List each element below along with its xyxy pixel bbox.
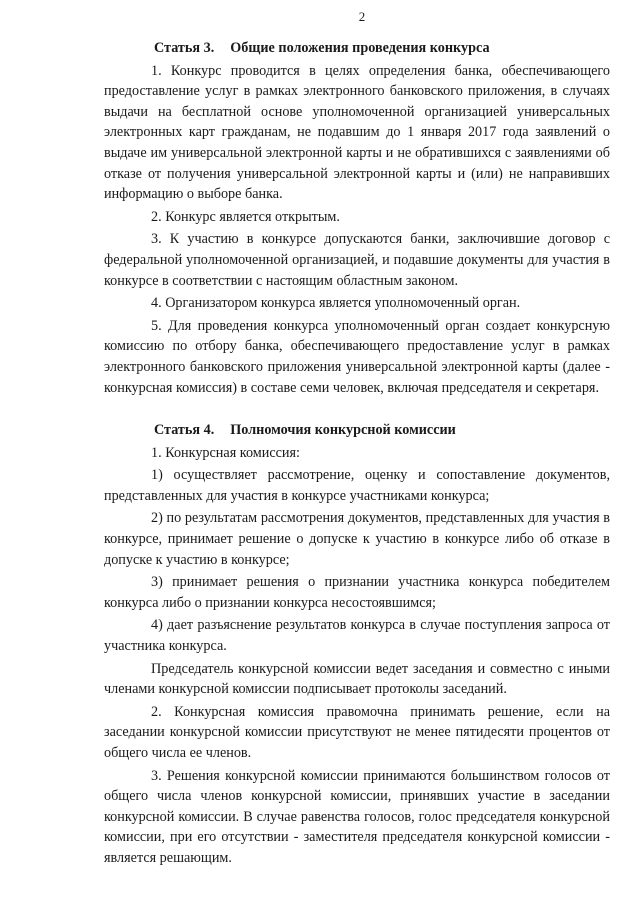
article-3-paragraph-2: 2. Конкурс является открытым. bbox=[151, 208, 340, 225]
article-4-paragraph-5: 4) дает разъяснение результатов конкурса в случае поступления запроса от участника конкурса. bbox=[104, 617, 610, 655]
document-page bbox=[104, 8, 610, 871]
article-3-paragraph-3: 3. К участию в конкурсе допускаются банки, заключившие договор с федеральной уполномоченной организацией, и подавшие документы для участия в конкурсе в соответствии с настоящим областным законом. bbox=[104, 231, 610, 289]
article-4-paragraph-1: 1. Конкурсная комиссия: bbox=[151, 444, 300, 461]
page-number: 2 bbox=[358, 9, 366, 24]
section-gap bbox=[104, 400, 610, 420]
article-3-number: Статья 3. bbox=[154, 40, 215, 56]
article-4-paragraph-7: 2. Конкурсная комиссия правомочна принимать решение, если на заседании конкурсной комиссии присутствуют не менее пятидесяти процентов от общего числа ее членов. bbox=[104, 703, 610, 761]
article-3-paragraph-4: 4. Организатором конкурса является уполномоченный орган. bbox=[151, 295, 521, 312]
article-3-title: Общие положения проведения конкурса bbox=[230, 40, 490, 56]
article-4-paragraph-6: Председатель конкурсной комиссии ведет заседания и совместно с иными членами конкурсной комиссии подписывает протоколы заседаний. bbox=[104, 660, 610, 698]
article-4-title: Полномочия конкурсной комиссии bbox=[230, 422, 456, 439]
article-4-number: Статья 4. bbox=[154, 422, 215, 439]
article-4-paragraph-3: 2) по результатам рассмотрения документов, представленных для участия в конкурсе, принимает решение о допуске к участию в конкурсе либо об отказе в допуске к участию в конкурсе; bbox=[104, 510, 610, 568]
article-4-paragraph-2: 1) осуществляет рассмотрение, оценку и сопоставление документов, представленных для участия в конкурсе участниками конкурса; bbox=[104, 467, 610, 504]
article-3-heading bbox=[104, 38, 610, 59]
article-4-paragraph-8: 3. Решения конкурсной комиссии принимаются большинством голосов от общего числа членов конкурсной комиссии, принявших участие в заседании конкурсной комиссии. В случае равенства голосов, голос председателя конкурсной комиссии, при его отсутствии - заместителя председателя конкурсной комиссии - является решающим. bbox=[104, 767, 610, 866]
article-4-heading bbox=[104, 420, 610, 441]
article-3-paragraph-1: 1. Конкурс проводится в целях определения банка, обеспечивающего предоставление услуг в рамках электронного банковского приложения, в случаях выдачи на бесплатной основе уполномоченной организацией универсальных электронных карт гражданам, не подавшим до 1 января 2017 года заявлений о выдаче им универсальной электронной карты и не обратившихся с заявлениями об отказе от получения универсальной электронной карты и (или) не направивших информацию о выборе банка. bbox=[104, 62, 610, 203]
article-3-paragraph-5: 5. Для проведения конкурса уполномоченный орган создает конкурсную комиссию по отбору банка, обеспечивающего предоставление услуг в рамках электронного банковского приложения универсальной электронной карты (далее - конкурсная комиссия) в составе семи человек, включая председателя и секретаря. bbox=[104, 317, 610, 396]
article-4-paragraph-4: 3) принимает решения о признании участника конкурса победителем конкурса либо о признании конкурса несостоявшимся; bbox=[104, 574, 610, 611]
